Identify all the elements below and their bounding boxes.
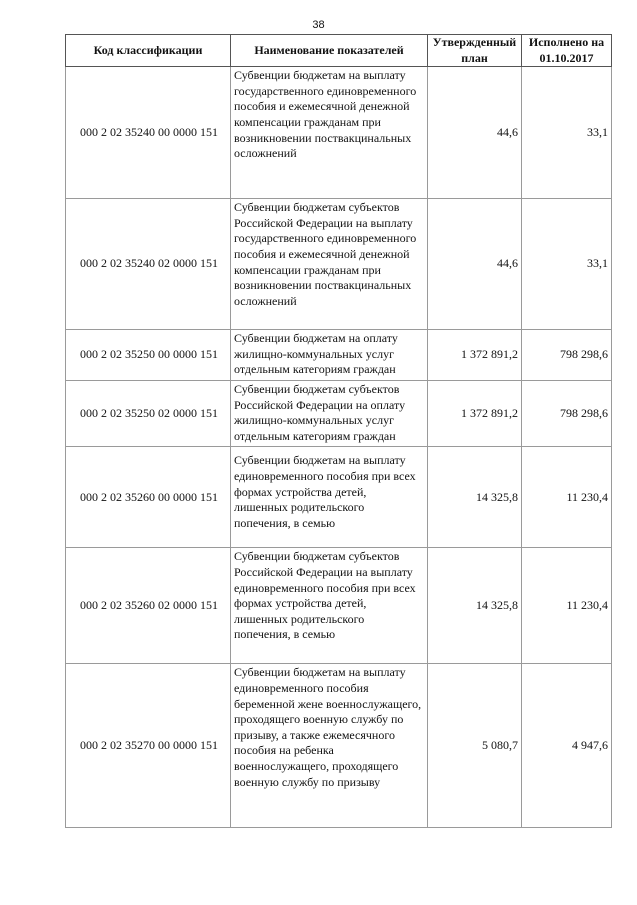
row-plan: 5 080,7 [428,664,522,828]
row-done: 4 947,6 [522,664,612,828]
row-code: 000 2 02 35250 02 0000 151 [66,380,231,446]
header-done: Исполнено на 01.10.2017 [522,35,612,67]
table-row [66,330,612,381]
table-row [66,380,612,446]
row-plan: 14 325,8 [428,548,522,664]
row-done: 11 230,4 [522,548,612,664]
row-code: 000 2 02 35240 02 0000 151 [66,199,231,330]
row-name: Субвенции бюджетам на выплату государственного единовременного пособия и ежемесячной денежной компенсации гражданам при возникновении поствакцинальных осложнений [231,67,428,199]
header-code: Код классификации [66,35,231,67]
row-done: 33,1 [522,67,612,199]
page-number: 38 [312,19,325,31]
budget-table [65,34,612,828]
row-name: Субвенции бюджетам субъектов Российской Федерации на выплату государственного единовременного пособия и ежемесячной денежной компенсации гражданам при возникновении поствакцинальных осложнений [231,199,428,330]
row-done: 798 298,6 [522,380,612,446]
header-plan: Утвержденный план [428,35,522,67]
row-plan: 14 325,8 [428,447,522,548]
table-row [66,664,612,828]
table-row [66,447,612,548]
row-plan: 44,6 [428,67,522,199]
header-name: Наименование показателей [231,35,428,67]
table-row [66,67,612,199]
row-plan: 44,6 [428,199,522,330]
row-done: 798 298,6 [522,330,612,381]
row-name: Субвенции бюджетам субъектов Российской Федерации на оплату жилищно-коммунальных услуг отдельным категориям граждан [231,380,428,446]
row-name: Субвенции бюджетам на оплату жилищно-коммунальных услуг отдельным категориям граждан [231,330,428,381]
table-row [66,548,612,664]
row-code: 000 2 02 35240 00 0000 151 [66,67,231,199]
row-name: Субвенции бюджетам субъектов Российской Федерации на выплату единовременного пособия при всех формах устройства детей, лишенных родительского попечения, в семью [231,548,428,664]
row-plan: 1 372 891,2 [428,330,522,381]
row-name: Субвенции бюджетам на выплату единовременного пособия при всех формах устройства детей, лишенных родительского попечения, в семью [231,447,428,548]
row-code: 000 2 02 35250 00 0000 151 [66,330,231,381]
table-header-row [66,35,612,67]
row-code: 000 2 02 35260 00 0000 151 [66,447,231,548]
row-code: 000 2 02 35260 02 0000 151 [66,548,231,664]
row-name: Субвенции бюджетам на выплату единовременного пособия беременной жене военнослужащего, проходящего военную службу по призыву, а также ежемесячного пособия на ребенка военнослужащего, проходящего военную службу по призыву [231,664,428,828]
row-plan: 1 372 891,2 [428,380,522,446]
row-done: 33,1 [522,199,612,330]
row-code: 000 2 02 35270 00 0000 151 [66,664,231,828]
table-row [66,199,612,330]
row-done: 11 230,4 [522,447,612,548]
